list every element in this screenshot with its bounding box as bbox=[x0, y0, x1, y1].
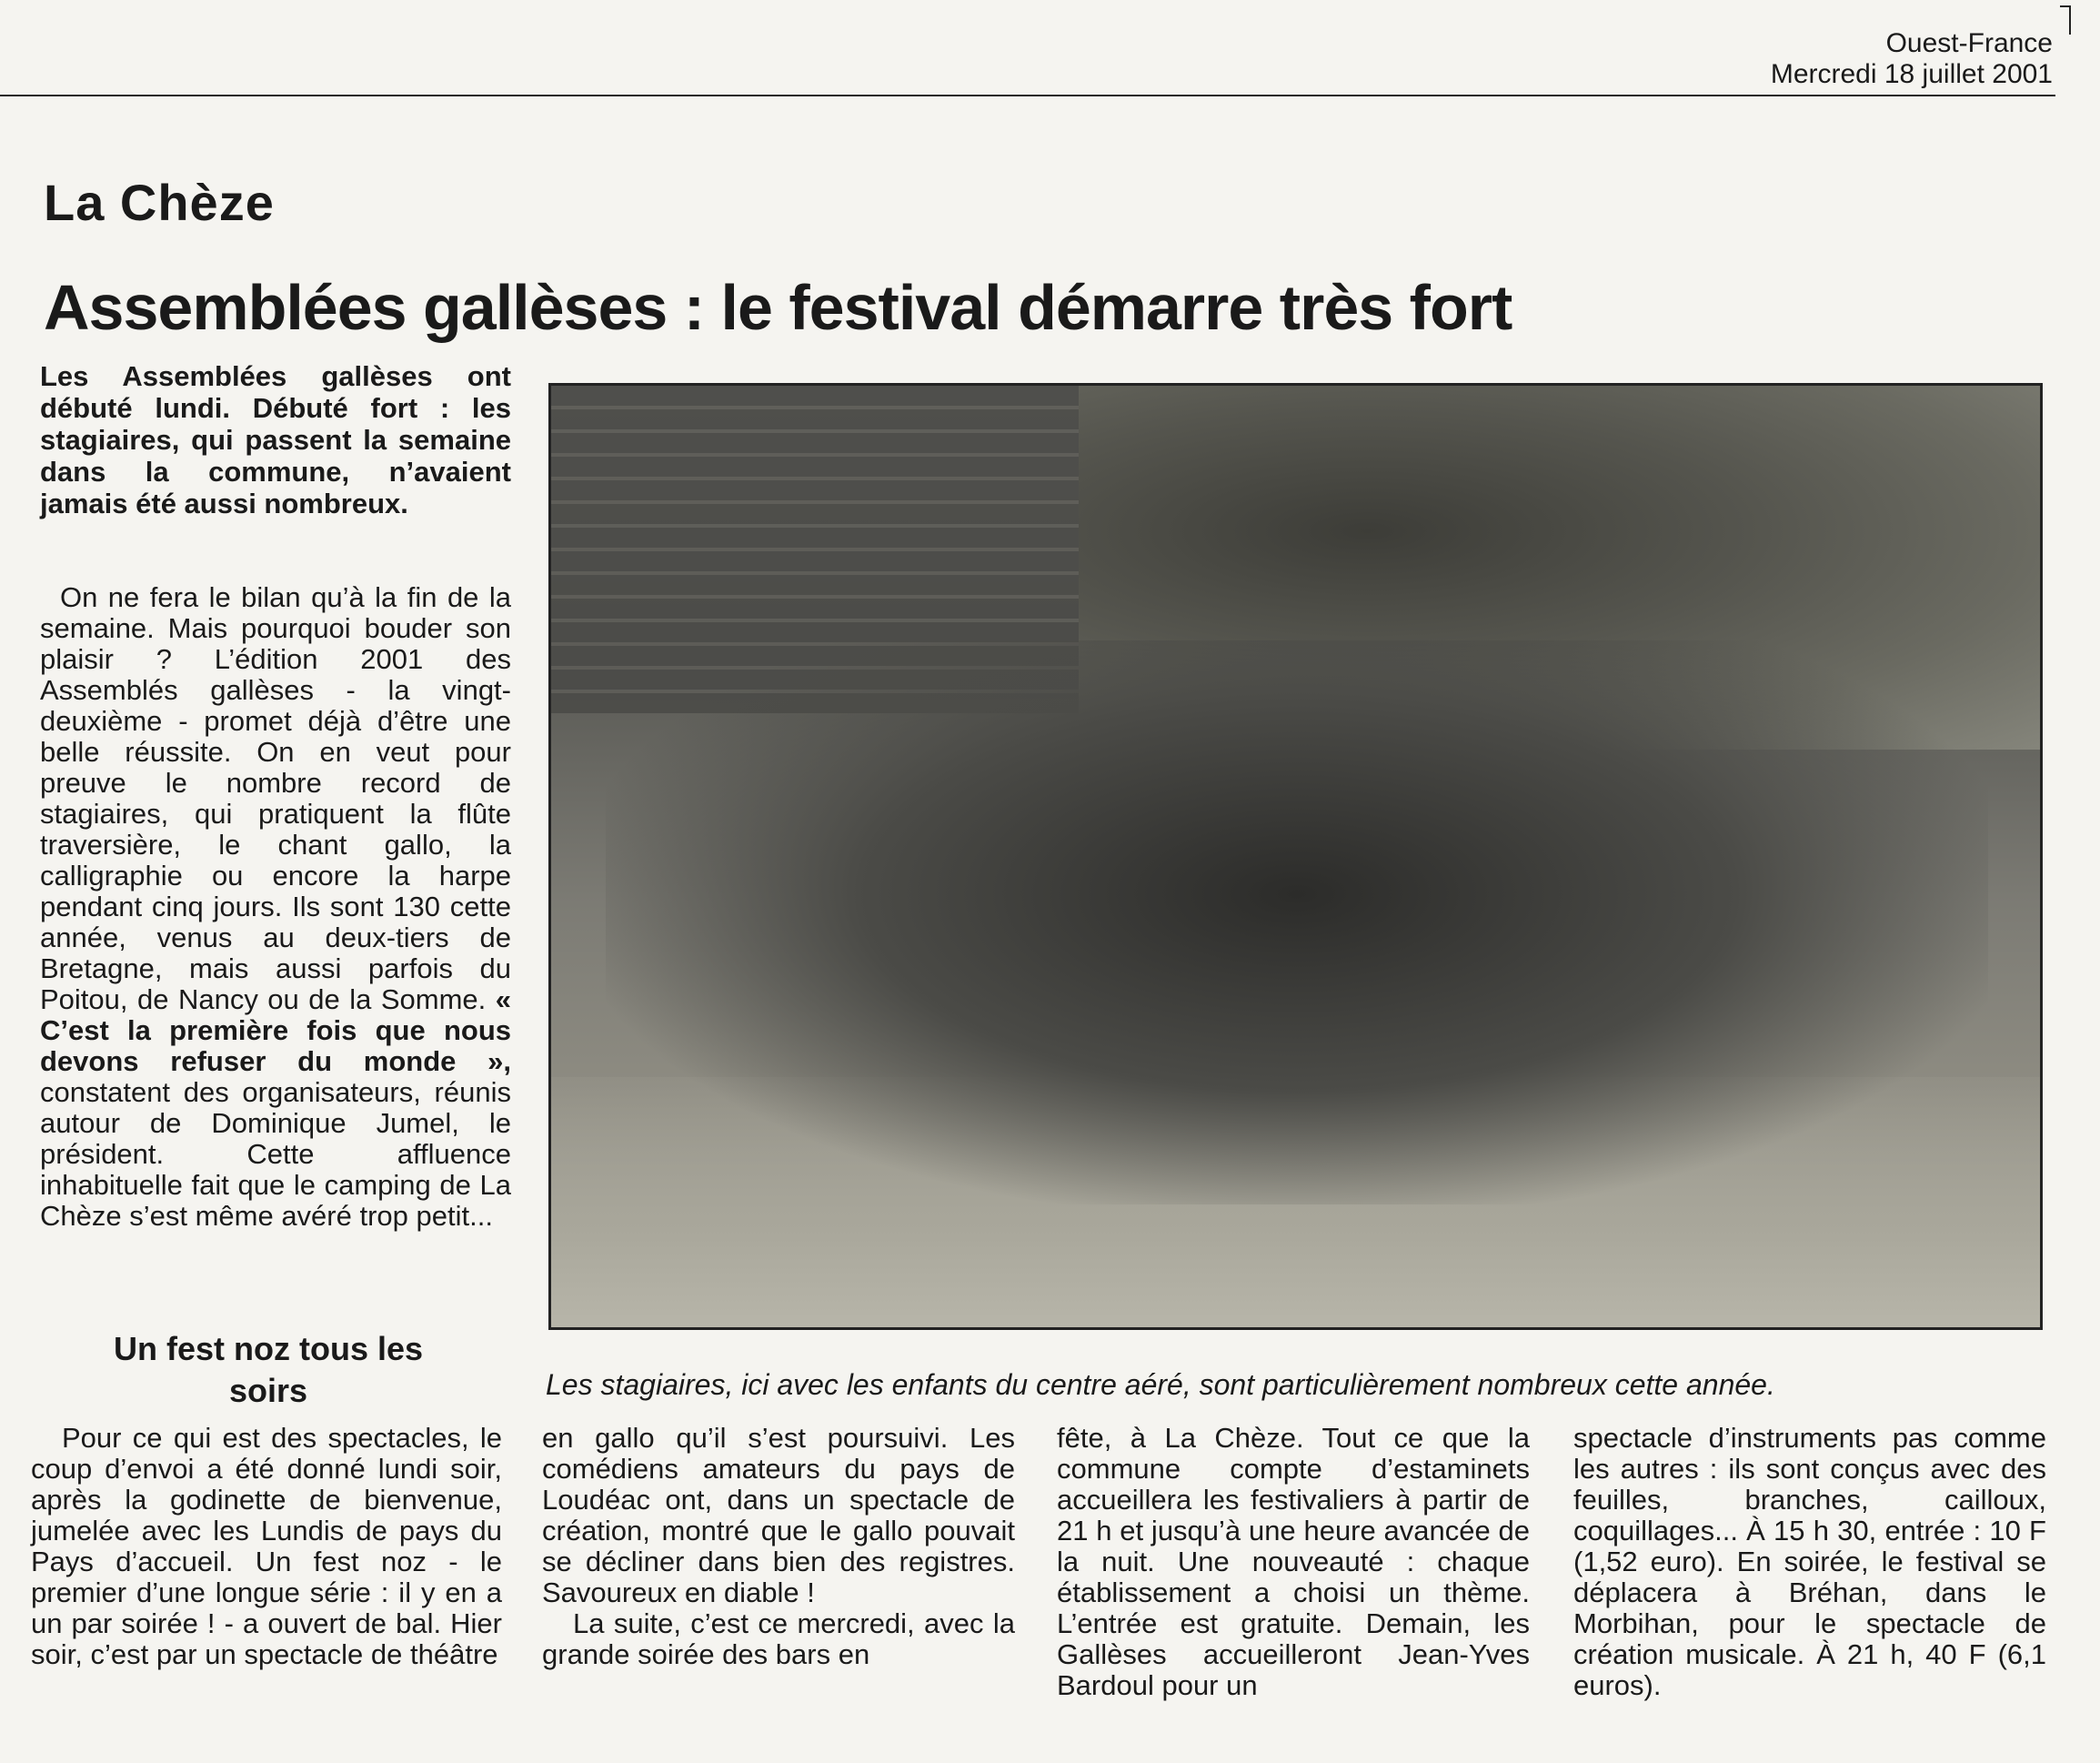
body-column-2 bbox=[542, 1423, 1015, 1670]
organizer-quote: « C’est la première fois que nous devons refuser du monde », bbox=[40, 983, 511, 1077]
body-column-1b: Pour ce qui est des spectacles, le coup d’envoi a été donné lundi soir, après la godinette de bienvenue, jumelée avec les Lundis de pays du Pays d’accueil. Un fest noz - le premier d’une longue série : il y en a un par soirée ! - a ouvert de bal. Hier soir, c’est par un spectacle de théâtre bbox=[31, 1422, 502, 1670]
paragraph-1: On ne fera le bilan qu’à la fin de la semaine. Mais pourquoi bouder son plaisir ? L’édition 2001 des Assemblés gallèses - la vingt-deuxième - promet déjà d’être une belle réussite. On en veut pour preuve le nombre record de stagiaires, qui pratiquent la flûte traversière, le chant gallo, la calligraphie ou encore la harpe pendant cinq jours. Ils sont 130 cette année, venus au deux-tiers de Bretagne, mais aussi parfois du Poitou, de Nancy ou de la Somme. bbox=[40, 581, 511, 1015]
article-lead: Les Assemblées gallèses ont débuté lundi. Débuté fort : les stagiaires, qui passent la semaine dans la commune, n’avaient jamais été aussi nombreux. bbox=[40, 360, 511, 519]
body-column-3: fête, à La Chèze. Tout ce que la commune compte d’estaminets accueillera les festivaliers à partir de 21 h et jusqu’à une heure avancée de la nuit. Une nouveauté : chaque établissement a choisi un thème. L’entrée est gratuite. Demain, les Gallèses accueilleront Jean-Yves Bardoul pour un bbox=[1057, 1422, 1530, 1701]
photo-crowd bbox=[606, 640, 1988, 1204]
group-photo bbox=[548, 383, 2043, 1330]
body-column-1 bbox=[40, 582, 511, 1232]
rubric: La Chèze bbox=[44, 174, 275, 231]
headline: Assemblées gallèses : le festival démarre très fort bbox=[44, 272, 1512, 343]
paragraph-1-end: constatent des organisateurs, réunis autour de Dominique Jumel, le président. Cette affluence inhabituelle fait que le camping de La Chèze s’est même avéré trop petit... bbox=[40, 1076, 511, 1232]
paragraph-2: en gallo qu’il s’est poursuivi. Les comédiens amateurs du pays de Loudéac ont, dans un spectacle de création, montré que le gallo pouvait se décliner dans bien des registres. Savoureux en diable ! bbox=[542, 1422, 1015, 1608]
newspaper-name: Ouest-France bbox=[1885, 28, 2053, 58]
photo-caption: Les stagiaires, ici avec les enfants du centre aéré, sont particulièrement nombreux cette année. bbox=[546, 1368, 1775, 1401]
publication-date: Mercredi 18 juillet 2001 bbox=[1770, 59, 2053, 89]
crop-mark bbox=[2060, 5, 2071, 35]
subheading: Un fest noz tous les soirs bbox=[113, 1330, 424, 1409]
paragraph-3: La suite, c’est ce mercredi, avec la grande soirée des bars en bbox=[542, 1607, 1015, 1670]
header-rule bbox=[0, 95, 2055, 96]
body-column-4: spectacle d’instruments pas comme les autres : ils sont conçus avec des feuilles, branches, cailloux, coquillages... À 15 h 30, entrée : 10 F (1,52 euro). En soirée, le festival se déplacera à Bréhan, dans le Morbihan, pour le spectacle de création musicale. À 21 h, 40 F (6,1 euros). bbox=[1573, 1422, 2046, 1701]
